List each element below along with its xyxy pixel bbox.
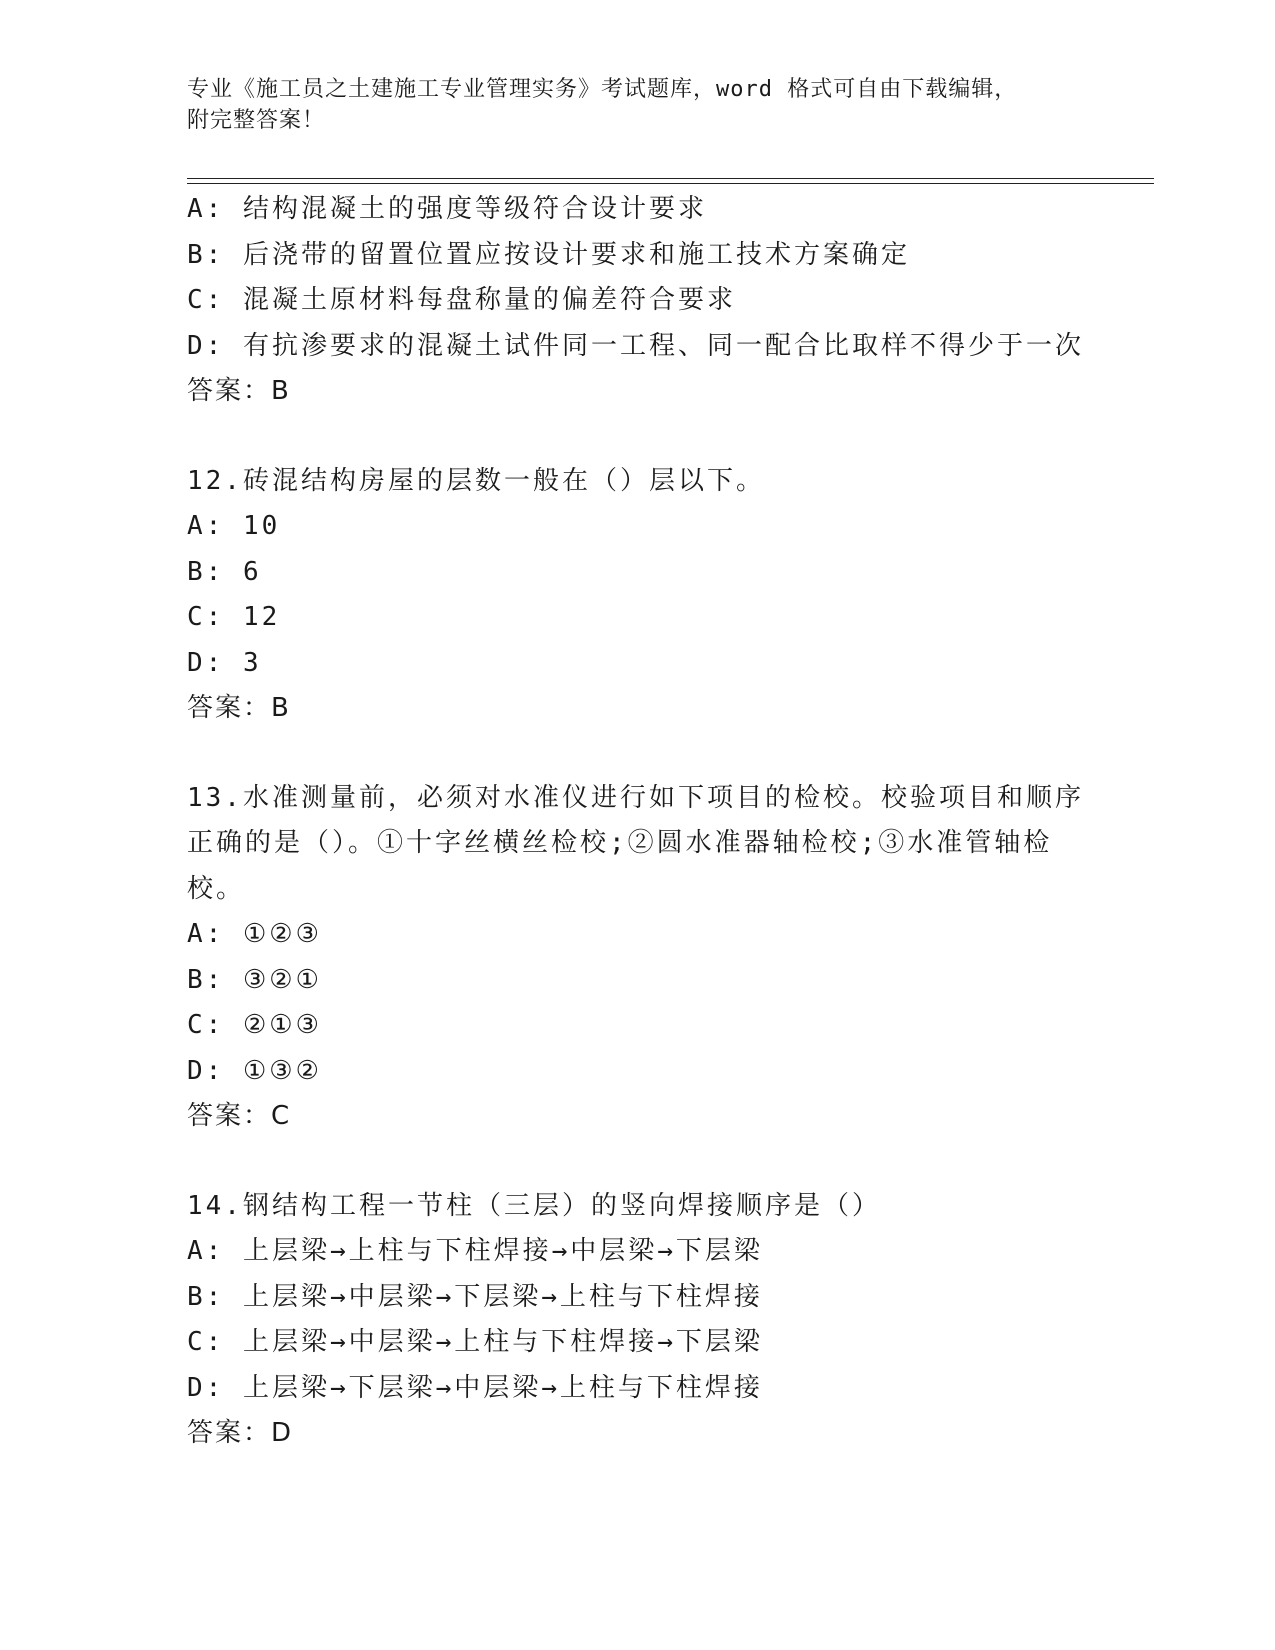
option-c: C: 混凝土原材料每盘称量的偏差符合要求 bbox=[187, 285, 736, 315]
option-b: B: 上层梁→中层梁→下层梁→上柱与下柱焊接 bbox=[187, 1281, 763, 1312]
option-c: C: 12 bbox=[187, 602, 281, 632]
question-text: 12.砖混结构房屋的层数一般在（）层以下。 bbox=[187, 465, 765, 496]
option-b: B: 后浇带的留置位置应按设计要求和施工技术方案确定 bbox=[187, 239, 910, 270]
option-c: C: ②①③ bbox=[187, 1010, 322, 1040]
question-block-14 bbox=[187, 1184, 1087, 1457]
option-d: D: 有抗渗要求的混凝土试件同一工程、同一配合比取样不得少于一次 bbox=[187, 330, 1084, 361]
answer-line: 答案：B bbox=[187, 376, 291, 406]
header-line-1: 专业《施工员之土建施工专业管理实务》考试题库，word 格式可自由下载编辑， bbox=[187, 77, 1018, 102]
header-line-2: 附完整答案！ bbox=[187, 108, 326, 133]
answer-line: 答案：B bbox=[187, 693, 291, 723]
spacer bbox=[187, 1140, 1087, 1184]
option-a: A: ①②③ bbox=[187, 919, 322, 949]
option-d: D: ①③② bbox=[187, 1055, 322, 1086]
option-d: D: 3 bbox=[187, 647, 262, 678]
option-b: B: 6 bbox=[187, 556, 262, 587]
question-content bbox=[187, 187, 1087, 1457]
option-a: A: 结构混凝土的强度等级符合设计要求 bbox=[187, 194, 707, 224]
answer-line: 答案：C bbox=[187, 1101, 292, 1131]
question-block-12 bbox=[187, 459, 1087, 732]
option-a: A: 10 bbox=[187, 511, 281, 541]
answer-line: 答案：D bbox=[187, 1418, 294, 1448]
question-block-13 bbox=[187, 776, 1087, 1140]
option-b: B: ③②① bbox=[187, 964, 322, 995]
spacer bbox=[187, 732, 1087, 776]
option-a: A: 上层梁→上柱与下柱焊接→中层梁→下层梁 bbox=[187, 1236, 763, 1266]
option-d: D: 上层梁→下层梁→中层梁→上柱与下柱焊接 bbox=[187, 1372, 763, 1403]
question-text-line-3: 校。 bbox=[187, 873, 246, 904]
option-c: C: 上层梁→中层梁→上柱与下柱焊接→下层梁 bbox=[187, 1327, 763, 1357]
question-text-line-1: 13.水准测量前，必须对水准仪进行如下项目的检校。校验项目和顺序 bbox=[187, 782, 1084, 813]
question-text: 14.钢结构工程一节柱（三层）的竖向焊接顺序是（） bbox=[187, 1190, 881, 1221]
spacer bbox=[187, 415, 1087, 459]
question-text-line-2: 正确的是（）。①十字丝横丝检校;②圆水准器轴检校;③水准管轴检 bbox=[187, 828, 1053, 858]
header-divider bbox=[187, 178, 1154, 184]
document-header bbox=[187, 74, 1067, 136]
question-block-11 bbox=[187, 187, 1087, 415]
